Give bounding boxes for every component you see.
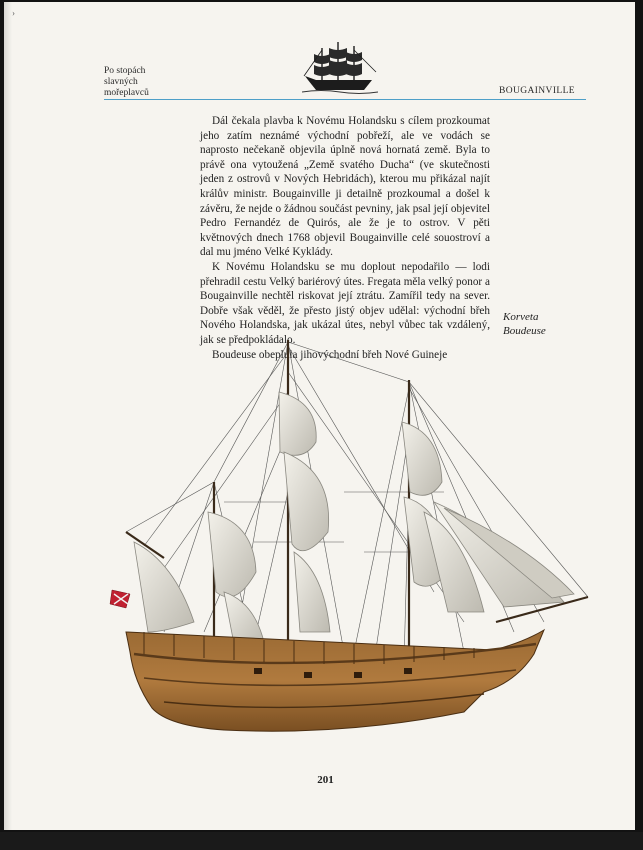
series-title-line-3: mořeplavců <box>104 88 149 98</box>
ship-illustration <box>104 332 594 762</box>
series-title <box>104 66 174 99</box>
caption-line-1: Korveta <box>503 311 539 323</box>
caption-line-2: Boudeuse <box>503 325 546 337</box>
header-rule <box>104 99 586 100</box>
paragraph-1: Dál čekala plavba k Novému Holandsku s cílem prozkoumat jeho zatím neznámé východní pobřeží, ale ve vodách se naprosto nečekaně objevila úplně nová hornatá země. Byla to právě ona vytoužená „Země svatého Ducha“ (ve skutečnosti jeden z ostrovů v Nových Hebridách), kterou mu přikázal najít králův ministr. Bougainville ji detailně prozkoumal a došel k závěru, že nejde o žádnou součást pevniny, jak psal její objevitel Pedro Fernandéz de Quirós, ale že je to ostrov. V pěti květnových dnech 1768 objevil Bougainville celé souostroví a dal mu jméno Velké Kyklády. <box>200 115 490 259</box>
paragraph-3: Boudeuse obeplula jihovýchodní břeh Nové Guineje <box>212 348 448 361</box>
body-text <box>200 114 490 362</box>
page-gutter-shadow <box>4 2 12 830</box>
book-page <box>4 2 635 830</box>
ship-silhouette-icon <box>302 38 378 96</box>
paragraph-2: K Novému Holandsku se mu doplout nepodařilo — lodi přehradil cestu Velký bariérový útes. Fregata měla velký ponor a Bougainville nechtěl riskovat její ztrátu. Zamířil tedy na sever. Dobře však věděl, že přesto jistý objev udělal: východní břeh Nového Holandska, jak ukázal útes, nebyl vůbec tak vzdálený, jak se předpokládalo. <box>200 260 490 346</box>
scan-bottom-edge <box>0 832 643 850</box>
corner-mark: › <box>12 8 15 18</box>
page-number: 201 <box>317 774 334 786</box>
series-title-line-2: slavných <box>104 77 138 87</box>
series-title-line-1: Po stopách <box>104 66 146 76</box>
running-title: BOUGAINVILLE <box>498 86 575 96</box>
